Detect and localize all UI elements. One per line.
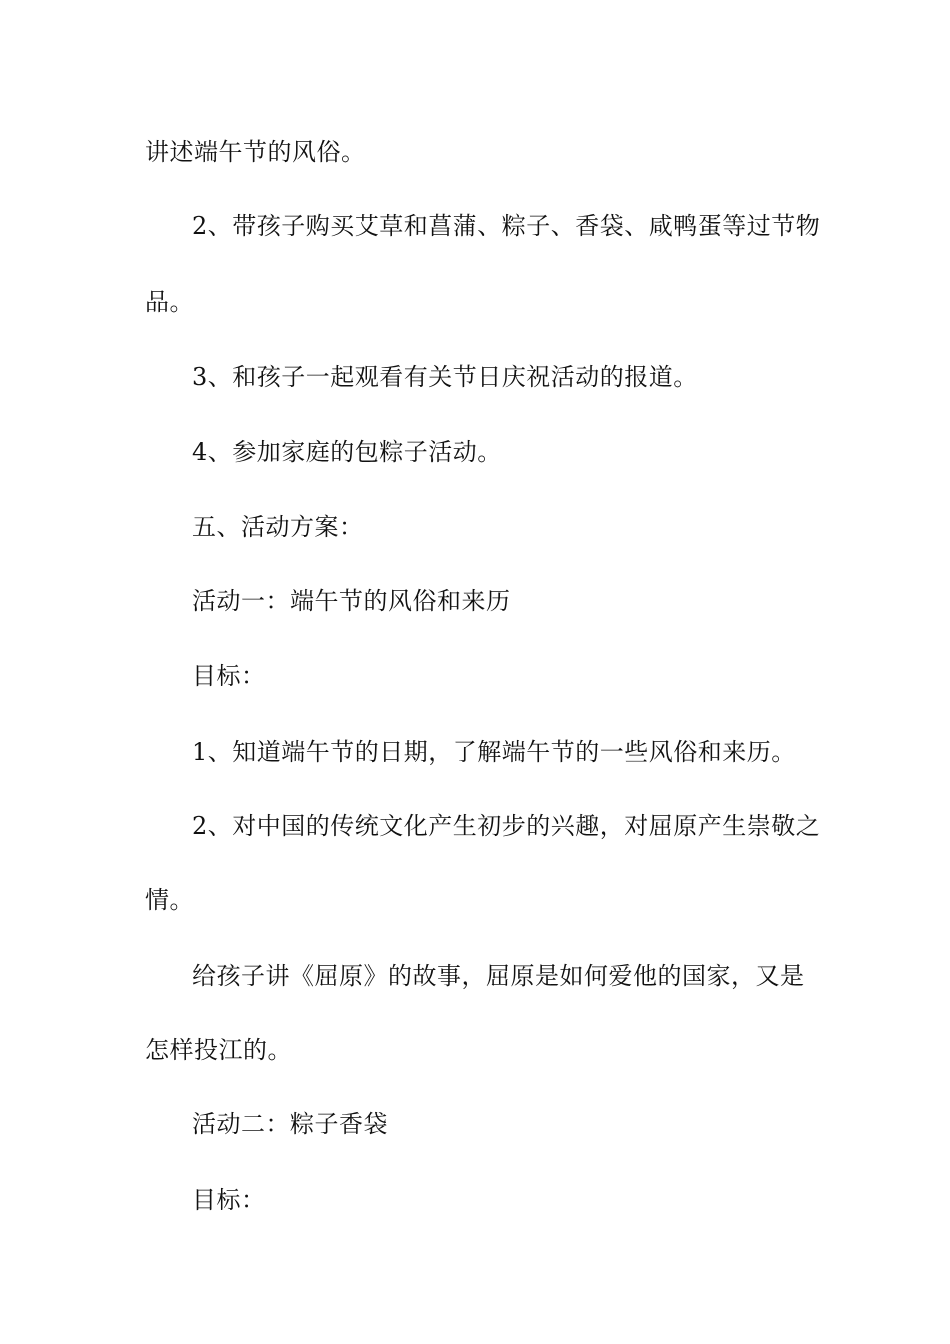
activity-heading: 活动一：端午节的风俗和来历 [192,587,511,615]
paragraph-line: 3、和孩子一起观看有关节日庆祝活动的报道。 [192,363,698,391]
paragraph-line: 情。 [145,886,194,914]
goal-label: 目标： [192,662,266,690]
paragraph-line: 怎样投江的。 [145,1036,292,1064]
activity-heading: 活动二：粽子香袋 [192,1110,388,1138]
section-heading: 五、活动方案： [192,513,364,541]
paragraph-line: 给孩子讲《屈原》的故事，屈原是如何爱他的国家，又是 [192,962,805,990]
goal-label: 目标： [192,1186,266,1214]
paragraph-line: 2、带孩子购买艾草和菖蒲、粽子、香袋、咸鸭蛋等过节物 [192,212,821,240]
paragraph-line: 1、知道端午节的日期，了解端午节的一些风俗和来历。 [192,738,796,766]
paragraph-line: 2、对中国的传统文化产生初步的兴趣，对屈原产生崇敬之 [192,812,821,840]
paragraph-line: 讲述端午节的风俗。 [145,138,366,166]
paragraph-line: 品。 [145,288,194,316]
paragraph-line: 4、参加家庭的包粽子活动。 [192,438,502,466]
